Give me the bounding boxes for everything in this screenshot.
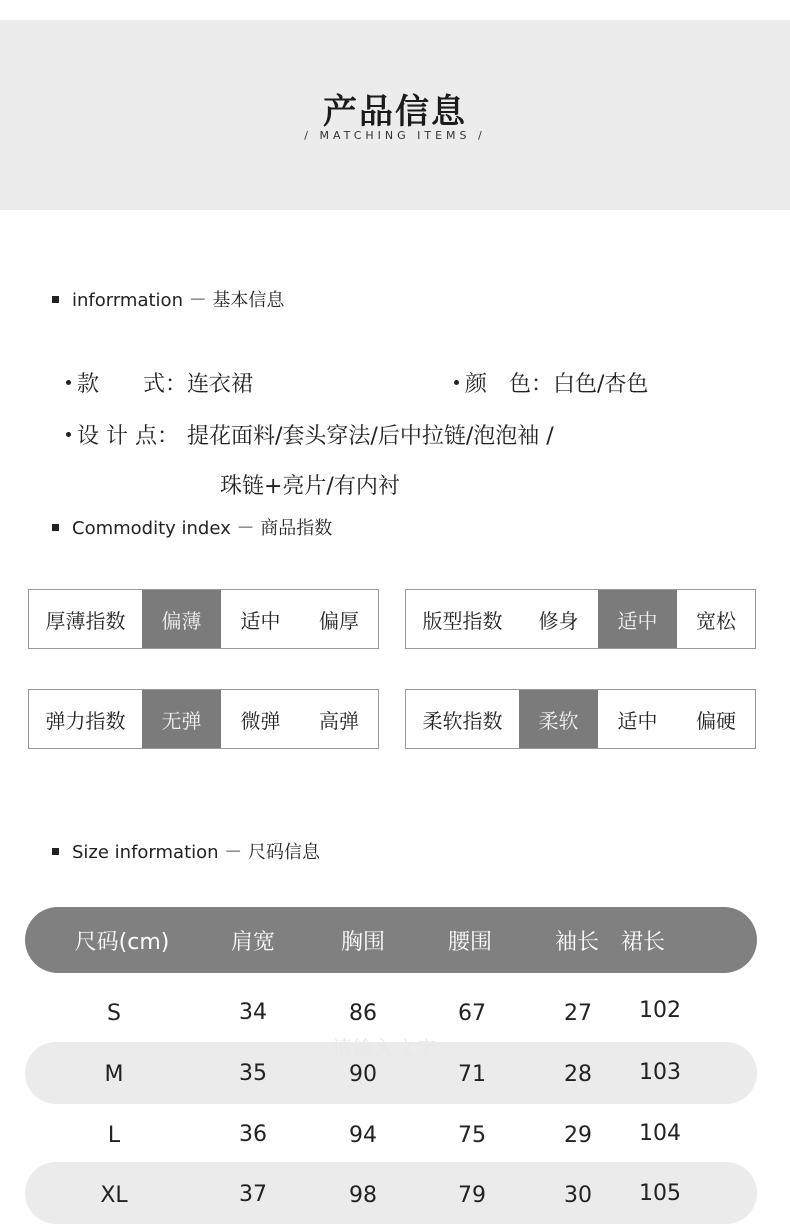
size-cell: 27 xyxy=(564,1000,592,1026)
size-column-header: 腰围 xyxy=(447,929,492,955)
index-label: 柔软指数 xyxy=(422,708,503,733)
index-option: 适中 xyxy=(617,708,658,733)
dot-bullet-icon xyxy=(454,380,459,385)
watermark: 请输入文字 xyxy=(332,1036,437,1060)
thickness-index xyxy=(28,589,379,649)
size-column-header: 尺码(cm) xyxy=(74,929,170,955)
page-title: 产品信息 xyxy=(323,92,467,132)
softness-index xyxy=(405,689,756,749)
size-cell: 75 xyxy=(458,1122,486,1148)
index-label: 厚薄指数 xyxy=(45,608,126,633)
size-cell: 98 xyxy=(349,1182,377,1208)
size-cell: 30 xyxy=(564,1182,592,1208)
color-value: 白色/杏色 xyxy=(553,372,649,397)
commodity-heading-text: Commodity index － 商品指数 xyxy=(72,518,333,539)
size-cell: 90 xyxy=(349,1061,377,1087)
info-section-heading xyxy=(52,286,284,312)
square-bullet-icon xyxy=(52,296,59,303)
info-heading-text: inforrmation － 基本信息 xyxy=(72,290,285,311)
index-option-selected: 柔软 xyxy=(519,690,598,748)
size-cell: 102 xyxy=(639,997,681,1023)
square-bullet-icon xyxy=(52,848,59,855)
index-option-selected: 适中 xyxy=(598,590,677,648)
style-attribute xyxy=(66,367,253,398)
design-attribute xyxy=(66,419,554,450)
dot-bullet-icon xyxy=(66,380,71,385)
index-option: 微弹 xyxy=(240,708,281,733)
dot-bullet-icon xyxy=(66,432,71,437)
design-value-line2: 珠链+亮片/有内衬 xyxy=(220,474,400,499)
size-cell: 105 xyxy=(639,1180,681,1206)
size-cell: 35 xyxy=(239,1060,267,1086)
size-cell: S xyxy=(107,1000,121,1026)
size-column-header: 肩宽 xyxy=(230,929,275,955)
fit-index xyxy=(405,589,756,649)
color-label: 颜 色： xyxy=(465,372,554,397)
size-cell: 34 xyxy=(239,999,267,1025)
color-attribute xyxy=(454,367,648,398)
elasticity-index xyxy=(28,689,379,749)
design-value-line1: 提花面料/套头穿法/后中拉链/泡泡袖 / xyxy=(187,424,554,449)
size-cell: 37 xyxy=(239,1181,267,1207)
design-label: 设 计 点： xyxy=(77,424,179,449)
size-cell: 104 xyxy=(639,1120,681,1146)
index-option: 高弹 xyxy=(319,708,359,733)
size-cell: 29 xyxy=(564,1122,592,1148)
index-option: 偏厚 xyxy=(319,608,359,633)
size-cell: 86 xyxy=(349,1000,377,1026)
index-option-selected: 偏薄 xyxy=(142,590,221,648)
page-subtitle: / MATCHING ITEMS / xyxy=(304,129,486,142)
size-cell: 94 xyxy=(349,1122,377,1148)
index-label: 弹力指数 xyxy=(45,708,126,733)
index-option: 宽松 xyxy=(696,608,736,633)
style-label: 款 式： xyxy=(77,372,188,397)
commodity-section-heading xyxy=(52,514,332,540)
size-column-header: 袖长 xyxy=(554,929,599,955)
index-option: 修身 xyxy=(538,608,579,633)
size-section-heading xyxy=(52,838,320,864)
size-heading-text: Size information － 尺码信息 xyxy=(72,842,321,863)
size-cell: XL xyxy=(100,1182,128,1208)
style-value: 连衣裙 xyxy=(187,372,254,397)
index-label: 版型指数 xyxy=(422,608,503,633)
size-cell: 71 xyxy=(458,1061,486,1087)
size-cell: 103 xyxy=(639,1059,681,1085)
square-bullet-icon xyxy=(52,524,59,531)
size-column-header: 裙长 xyxy=(620,929,665,955)
index-option-selected: 无弹 xyxy=(142,690,221,748)
index-option: 适中 xyxy=(240,608,281,633)
size-cell: L xyxy=(107,1122,121,1148)
size-cell: 28 xyxy=(564,1061,592,1087)
size-column-header: 胸围 xyxy=(340,929,385,955)
size-cell: 79 xyxy=(458,1182,486,1208)
index-option: 偏硬 xyxy=(696,708,736,733)
size-cell: 36 xyxy=(239,1121,267,1147)
size-cell: M xyxy=(104,1061,124,1087)
size-cell: 67 xyxy=(458,1000,486,1026)
top-strip xyxy=(0,0,790,20)
